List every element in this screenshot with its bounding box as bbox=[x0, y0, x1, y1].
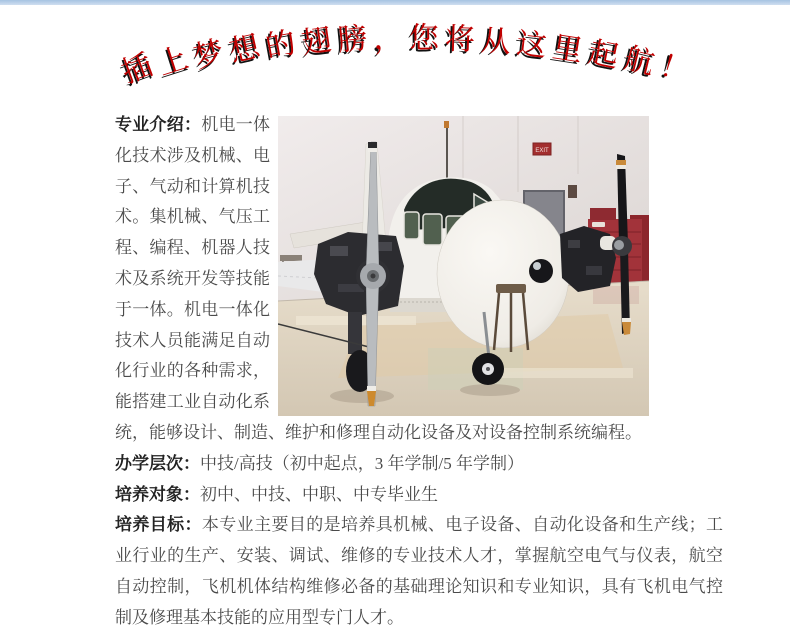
article-body bbox=[0, 110, 790, 634]
exit-sign-icon bbox=[533, 143, 551, 155]
section-audience bbox=[115, 480, 723, 511]
section-levels-text: 中技/高技（初中起点，3 年学制/5 年学制） bbox=[200, 453, 524, 473]
antenna bbox=[446, 124, 448, 180]
section-levels bbox=[115, 449, 723, 480]
section-levels-label: 办学层次： bbox=[115, 453, 200, 473]
section-objective-label: 培养目标： bbox=[115, 515, 202, 535]
section-intro-label: 专业介绍： bbox=[115, 115, 202, 134]
landing-light bbox=[529, 259, 553, 283]
section-audience-label: 培养对象： bbox=[115, 484, 200, 504]
right-engine bbox=[560, 226, 616, 292]
page-title: 插上梦想的翅膀 ， 您 将 从这里起航！ bbox=[117, 21, 695, 90]
title-area bbox=[0, 5, 790, 110]
wall-plate bbox=[568, 185, 577, 198]
section-intro-text: 机电一体化技术涉及机械、电子、气动和计算机技术。集机械、气压工程、编程、机器人技术及系统开发等技能于一体。机电一体化技术人员能满足自动化行业的各种需求，能搭建工业自动化系统，能够设计、制造、维护和修理自动化设备及对设备控制系统编程。 bbox=[115, 115, 642, 442]
aircraft-photo bbox=[278, 116, 649, 416]
svg-text:EXIT: EXIT bbox=[535, 148, 549, 154]
section-objective bbox=[115, 510, 723, 633]
section-audience-text: 初中、中技、中职、中专毕业生 bbox=[200, 484, 438, 504]
section-objective-text: 本专业主要目的是培养具机械、电子设备、自动化设备和生产线；工业行业的生产、安装、调试、维修的专业技术人才，掌握航空电气与仪表，航空自动控制，飞机机体结构维修必备的基础理论知识和专业知识，具有飞机电气控制及修理基本技能的应用型专门人才。 bbox=[115, 515, 724, 627]
